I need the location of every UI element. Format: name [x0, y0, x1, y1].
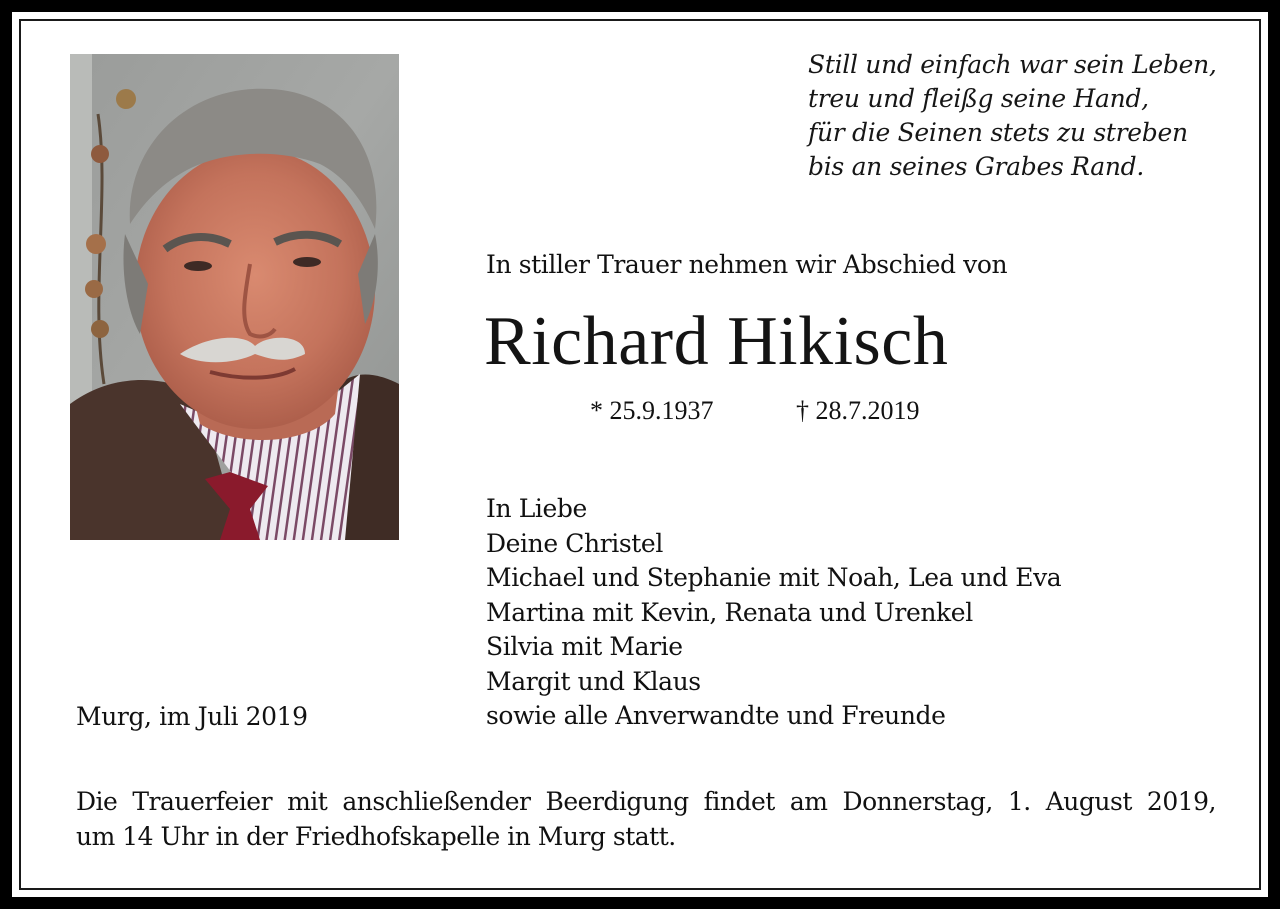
family-line: Michael und Stephanie mit Noah, Lea und Eva	[486, 563, 1062, 592]
family-line: Silvia mit Marie	[486, 632, 683, 661]
verse-line: für die Seinen stets zu streben	[808, 118, 1188, 147]
memorial-verse	[808, 48, 1248, 184]
family-line: In Liebe	[486, 494, 587, 523]
portrait-photo	[70, 54, 399, 540]
funeral-notice	[76, 784, 1216, 854]
death-date: † 28.7.2019	[796, 396, 920, 425]
family-line: Deine Christel	[486, 528, 663, 558]
verse-line: Still und einfach war sein Leben,	[808, 50, 1217, 79]
verse-line: bis an seines Grabes Rand.	[808, 152, 1144, 181]
family-list	[486, 492, 1061, 734]
intro-text: In stiller Trauer nehmen wir Abschied von	[486, 250, 1008, 279]
deceased-name: Richard Hikisch	[484, 303, 949, 380]
obituary-card	[12, 12, 1268, 897]
notice-line: um 14 Uhr in der Friedhofskapelle in Murg statt.	[76, 822, 676, 851]
family-line: Margit und Klaus	[486, 666, 701, 696]
verse-line: treu und fleißg seine Hand,	[808, 84, 1149, 113]
family-line: sowie alle Anverwandte und Freunde	[486, 701, 946, 730]
family-line: Martina mit Kevin, Renata und Urenkel	[486, 597, 973, 627]
place-date: Murg, im Juli 2019	[76, 702, 308, 731]
birth-date: * 25.9.1937	[590, 396, 714, 425]
notice-line: Die Trauerfeier mit anschließender Beerdigung findet am Donnerstag, 1. August 2019,	[76, 787, 1216, 816]
